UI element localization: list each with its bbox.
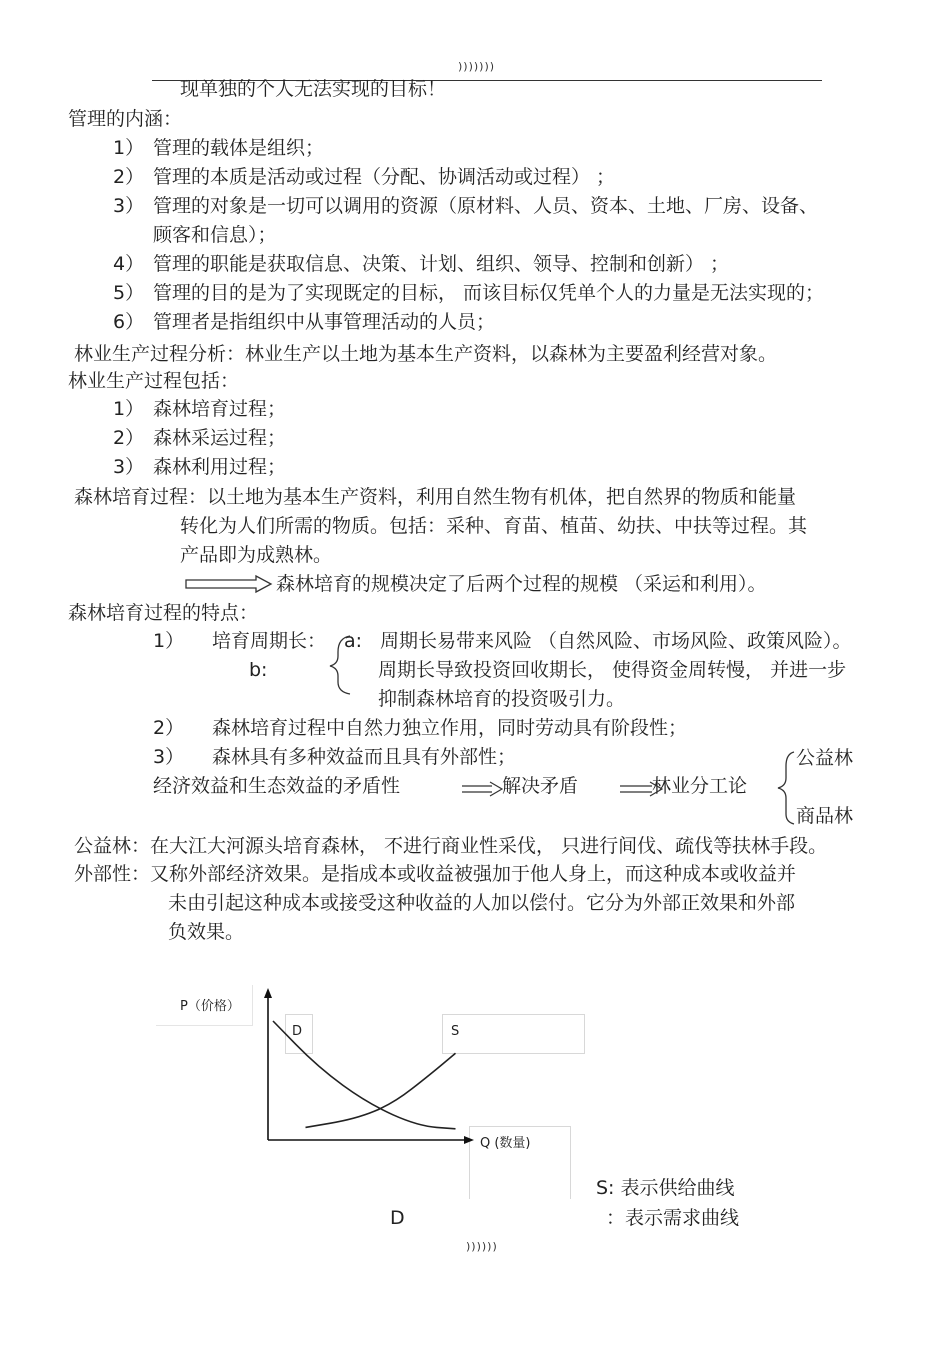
- mgmt-item-num: 5）: [113, 282, 145, 304]
- mgmt-item-num: 3）: [113, 195, 145, 217]
- feature-b-text1: 周期长导致投资回收期长， 使得资金周转慢， 并进一步: [378, 659, 847, 681]
- x-axis-arrow-icon: [464, 1136, 474, 1144]
- solve-text: 解决矛盾: [502, 775, 579, 797]
- feature-3-num: 3）: [153, 746, 185, 768]
- process-item-num: 2）: [113, 427, 145, 449]
- public-forest-definition: 公益林：在大江大河源头培育森林， 不进行商业性采伐， 只进行间伐、疏伐等扶林手段。: [74, 835, 828, 857]
- feature-3-text: 森林具有多种效益而且具有外部性；: [212, 746, 517, 768]
- process-item-text: 森林培育过程；: [153, 398, 287, 420]
- mgmt-heading: 管理的内涵：: [68, 108, 183, 130]
- feature-a-label: a:: [344, 630, 363, 652]
- public-forest-label: 公益林: [796, 747, 854, 769]
- commercial-forest-label: 商品林: [796, 805, 854, 827]
- top-partial-line: 现单独的个人无法实现的目标！: [180, 78, 447, 100]
- legend-s: S: 表示供给曲线: [596, 1177, 735, 1199]
- mgmt-item-text: 顾客和信息）；: [153, 224, 277, 246]
- feature-b-label: b:: [249, 659, 268, 681]
- cultivation-line1: 森林培育过程：以土地为基本生产资料，利用自然生物有机体，把自然界的物质和能量: [74, 486, 797, 508]
- cultivation-arrow-text: 森林培育的规模决定了后两个过程的规模 （采运和利用）。: [276, 573, 767, 595]
- y-axis-arrow-icon: [264, 988, 272, 998]
- feature-2-num: 2）: [153, 717, 185, 739]
- mgmt-item-text: 管理的对象是一切可以调用的资源（原材料、人员、资本、土地、厂房、设备、: [153, 195, 819, 217]
- y-axis-label: P（价格）: [180, 999, 240, 1014]
- legend-d-text: ：表示需求曲线: [606, 1207, 740, 1229]
- series-s-curve: [306, 1053, 456, 1127]
- series-s-label: S: [451, 1024, 460, 1039]
- legend-d-label: D: [390, 1207, 405, 1229]
- mgmt-item-text: 管理者是指组织中从事管理活动的人员；: [153, 311, 496, 333]
- feature-a-text: 周期长易带来风险 （自然风险、市场风险、政策风险）。: [380, 630, 852, 652]
- footer-marks: )))))): [466, 1240, 498, 1253]
- process-item-num: 3）: [113, 456, 145, 478]
- mgmt-item-text: 管理的本质是活动或过程（分配、协调活动或过程） ；: [153, 166, 616, 188]
- mgmt-item-text: 管理的载体是组织；: [153, 137, 325, 159]
- header-marks: ))))))): [458, 60, 496, 73]
- mgmt-item-text: 管理的目的是为了实现既定的目标， 而该目标仅凭单个人的力量是无法实现的；: [153, 282, 825, 304]
- mgmt-item-num: 4）: [113, 253, 145, 275]
- process-item-text: 森林采运过程；: [153, 427, 287, 449]
- cultivation-line3: 产品即为成熟林。: [180, 544, 333, 566]
- division-text: 林业分工论: [652, 775, 748, 797]
- externality-line3: 负效果。: [168, 921, 245, 943]
- x-axis-label: Q (数量): [480, 1136, 531, 1151]
- externality-line1: 外部性：又称外部经济效果。是指成本或收益被强加于他人身上，而这种成本或收益并: [74, 863, 797, 885]
- process-heading: 林业生产过程包括：: [68, 370, 240, 392]
- process-item-text: 森林利用过程；: [153, 456, 287, 478]
- forestry-analysis: 林业生产过程分析：林业生产以土地为基本生产资料，以森林为主要盈利经营对象。: [74, 343, 778, 365]
- mgmt-item-text: 管理的职能是获取信息、决策、计划、组织、领导、控制和创新） ；: [153, 253, 730, 275]
- mgmt-item-num: 6）: [113, 311, 145, 333]
- series-d-label: D: [292, 1024, 303, 1039]
- feature-1-num: 1）: [153, 630, 185, 652]
- cultivation-line2: 转化为人们所需的物质。包括：采种、育苗、植苗、幼扶、中扶等过程。其: [180, 515, 808, 537]
- mgmt-item-num: 1）: [113, 137, 145, 159]
- mgmt-item-num: 2）: [113, 166, 145, 188]
- contradiction-text: 经济效益和生态效益的矛盾性: [153, 775, 401, 797]
- process-item-num: 1）: [113, 398, 145, 420]
- externality-line2: 未由引起这种成本或接受这种收益的人加以偿付。它分为外部正效果和外部: [168, 892, 796, 914]
- feature-2-text: 森林培育过程中自然力独立作用，同时劳动具有阶段性；: [212, 717, 688, 739]
- feature-b-text2: 抑制森林培育的投资吸引力。: [378, 688, 626, 710]
- feature-1-label: 培育周期长：: [212, 630, 327, 652]
- features-heading: 森林培育过程的特点：: [68, 602, 259, 624]
